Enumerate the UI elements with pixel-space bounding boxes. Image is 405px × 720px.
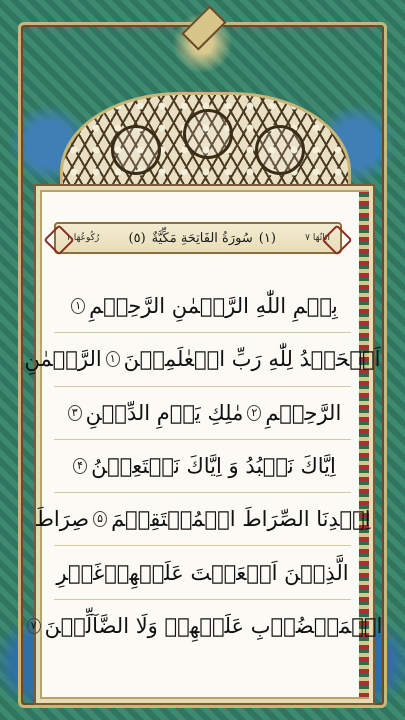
verse-line [34,493,371,546]
surah-header [54,222,342,254]
verse-text: مٰلِكِ یَوۡمِ الدِّیۡنِ [85,400,244,425]
ayah-marker: ۵ [93,511,107,527]
ayah-marker: ۷ [27,618,41,634]
surah-title-group [129,231,276,246]
verse-text: اِهۡدِنَا الصِّرَاطَ الۡمُسۡتَقِیۡمَ [111,507,371,532]
verse-text: بِسۡمِ اللّٰهِ الرَّحۡمٰنِ الرَّحِیۡمِ [89,294,338,319]
verse-text: غَیۡرِ [56,560,105,585]
verse-text: صِرَاطَ [34,507,90,532]
ayah-marker: ۳ [68,405,82,421]
verse-line [54,440,351,493]
verse-line [54,280,351,333]
ayah-marker: ۴ [73,458,87,474]
verse-text: الۡمَغۡضُوۡبِ عَلَیۡهِمۡ وَلَا الضَّآلِّیۡنَ [44,613,383,638]
verse-text: الرَّحِیۡمِ [265,400,342,425]
verse-line [30,600,383,652]
revelation-number: (٥) [128,230,146,246]
ruku-count: رُكُوعُهَا ١ [66,233,100,243]
verse-line [24,333,381,386]
surah-title: سُورَةُ الفَاتِحَةِ مَكِّيَّةٌ [151,230,253,246]
mushaf-page [24,190,383,699]
ayat-count: ايَاتُهَا ٧ [305,233,330,243]
header-ornament [43,224,74,255]
verse-text: الرَّحۡمٰنِ [24,347,102,372]
ayah-marker: ۲ [247,405,261,421]
lattice-star [183,109,233,159]
verse-lines [24,280,383,677]
surah-number: (١) [258,230,276,246]
header-ornament [321,224,352,255]
verse-line [54,387,351,440]
verse-text: الَّذِیۡنَ اَنۡعَمۡتَ عَلَیۡهِمۡ [104,560,349,585]
verse-text: اِیَّاكَ نَعۡبُدُ وَ اِیَّاكَ نَسۡتَعِیۡنُ [91,454,336,479]
verse-text: اَلۡحَمۡدُ لِلّٰهِ رَبِّ الۡعٰلَمِیۡنَ [123,347,381,372]
ayah-marker: ۱ [106,351,120,367]
verse-line [54,546,351,599]
lattice-star [111,125,161,175]
ayah-marker: ۱ [71,298,85,314]
lattice-star [255,125,305,175]
